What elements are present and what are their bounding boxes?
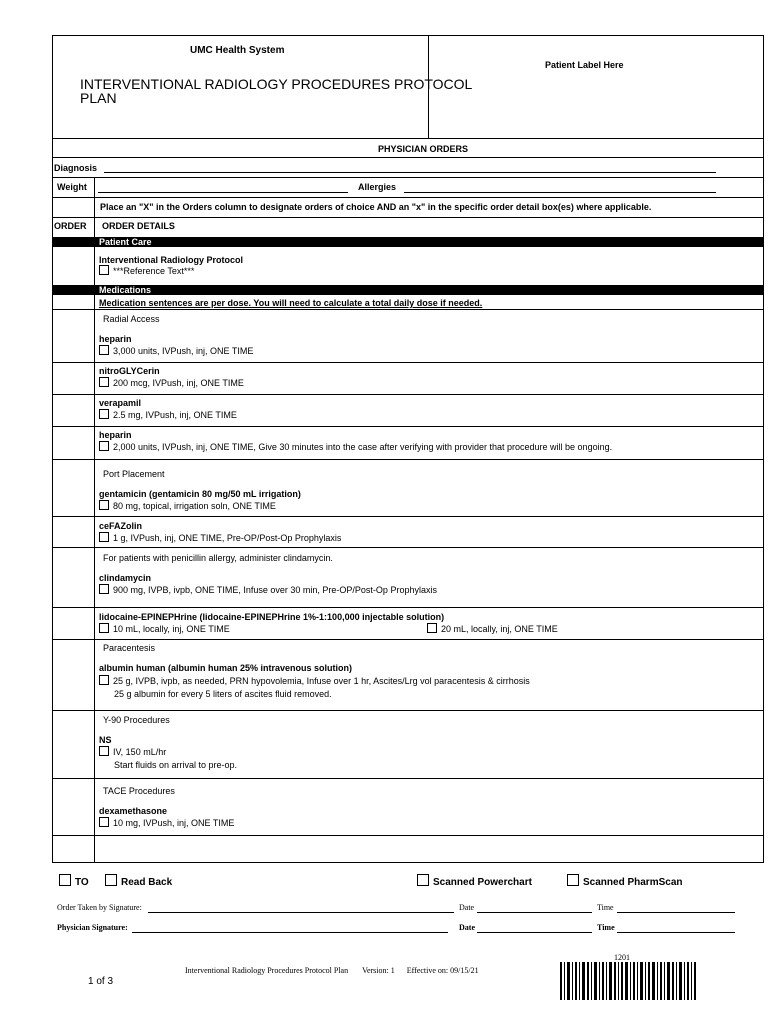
patient-label-area: Patient Label Here [545,60,624,70]
medications-bar [52,285,764,295]
tace-heading: TACE Procedures [103,786,175,796]
option-text: 200 mcg, IVPush, inj, ONE TIME [113,378,244,388]
order-taken-time-label: Time [597,903,614,912]
order-taken-label: Order Taken by Signature: [57,903,142,912]
order-column-divider [94,177,95,863]
albumin-note: 25 g albumin for every 5 liters of ascites fluid removed. [114,689,332,699]
form-number: 1201 [614,953,630,962]
weight-label: Weight [57,182,87,192]
option-text: Read Back [121,877,173,888]
checkbox[interactable] [59,874,71,886]
port-placement-heading: Port Placement [103,469,165,479]
title-line-1: INTERVENTIONAL RADIOLOGY PROCEDURES PROTOCOL [80,76,473,92]
lidocaine-10ml-option[interactable] [99,623,230,635]
radial-access-heading: Radial Access [103,314,160,324]
option-text: 20 mL, locally, inj, ONE TIME [441,624,558,634]
instructions: Place an "X" in the Orders column to designate orders of choice AND an "x" in the specific order detail box(es) where applicable. [100,202,652,212]
heparin-name: heparin [99,334,132,344]
physician-date-field[interactable] [477,932,592,933]
heparin-3000-option[interactable] [99,345,253,357]
gentamicin-name: gentamicin (gentamicin 80 mg/50 mL irrigation) [99,489,301,499]
option-text: 1 g, IVPush, inj, ONE TIME, Pre-OP/Post-Op Prophylaxis [113,533,342,543]
dexamethasone-name: dexamethasone [99,806,168,816]
checkbox[interactable] [99,377,109,387]
checkbox[interactable] [99,500,109,510]
option-text: 80 mg, topical, irrigation soln, ONE TIME [113,501,276,511]
order-taken-time-field[interactable] [617,912,735,913]
patient-care-bar [52,237,764,247]
scanned-pharmscan-option[interactable] [567,874,682,889]
health-system-name: UMC Health System [190,45,285,56]
option-text: 900 mg, IVPB, ivpb, ONE TIME, Infuse over 30 min, Pre-OP/Post-Op Prophylaxis [113,585,437,595]
checkbox[interactable] [99,817,109,827]
checkbox[interactable] [99,409,109,419]
paracentesis-heading: Paracentesis [103,643,156,653]
option-text: Scanned PharmScan [583,877,683,888]
title-line-2: PLAN [80,90,117,106]
verapamil-option[interactable] [99,409,237,421]
clindamycin-option[interactable] [99,584,437,596]
physician-signature-field[interactable] [132,932,448,933]
ns-name: NS [99,735,112,745]
option-text: 10 mL, locally, inj, ONE TIME [113,624,230,634]
allergies-label: Allergies [358,182,397,192]
checkbox[interactable] [99,345,109,355]
order-details-header: ORDER DETAILS [102,221,175,231]
checkbox[interactable] [99,675,109,685]
clindamycin-name: clindamycin [99,573,152,583]
order-taken-date-field[interactable] [477,912,592,913]
dexamethasone-option[interactable] [99,817,234,829]
physician-orders-heading: PHYSICIAN ORDERS [378,144,469,154]
physician-date-label: Date [459,923,475,932]
scanned-powerchart-option[interactable] [417,874,532,889]
medications-heading: Medications [99,285,152,295]
physician-signature-label: Physician Signature: [57,923,128,932]
option-text: 10 mg, IVPush, inj, ONE TIME [113,818,235,828]
checkbox[interactable] [99,584,109,594]
heparin-2-name: heparin [99,430,132,440]
physician-time-field[interactable] [617,932,735,933]
heparin-2000-option[interactable] [99,441,612,453]
option-text: 2.5 mg, IVPush, inj, ONE TIME [113,410,237,420]
checkbox[interactable] [427,623,437,633]
form-version: Version: 1 [362,966,395,975]
weight-field[interactable] [98,192,348,193]
reference-text-option[interactable] [99,265,194,277]
checkbox[interactable] [567,874,579,886]
effective-date: Effective on: 09/15/21 [406,966,479,975]
option-text: TO [75,877,89,888]
nitroglycerin-name: nitroGLYCerin [99,366,160,376]
checkbox[interactable] [99,441,109,451]
lidocaine-name: lidocaine-EPINEPHrine (lidocaine-EPINEPHrine 1%-1:100,000 injectable solution) [99,612,445,622]
checkbox[interactable] [105,874,117,886]
medication-note: Medication sentences are per dose. You will need to calculate a total daily dose if needed. [99,298,483,308]
y90-heading: Y-90 Procedures [103,715,170,725]
to-option[interactable] [59,874,89,889]
cefazolin-name: ceFAZolin [99,521,143,531]
nitroglycerin-option[interactable] [99,377,244,389]
penicillin-allergy-note: For patients with penicillin allergy, administer clindamycin. [103,553,333,563]
read-back-option[interactable] [105,874,172,889]
option-text: 3,000 units, IVPush, inj, ONE TIME [113,346,254,356]
barcode [560,962,696,1000]
form-name: Interventional Radiology Procedures Protocol Plan [185,966,349,975]
ir-protocol-name: Interventional Radiology Protocol [99,255,244,265]
ns-option[interactable] [99,746,166,758]
checkbox[interactable] [99,265,109,275]
checkbox[interactable] [99,532,109,542]
checkbox[interactable] [99,623,109,633]
ns-note: Start fluids on arrival to pre-op. [114,760,238,770]
checkbox[interactable] [99,746,109,756]
cefazolin-option[interactable] [99,532,341,544]
page-number: 1 of 3 [88,976,114,987]
order-taken-date-label: Date [459,903,475,912]
form-title [80,77,472,105]
patient-care-heading: Patient Care [99,237,152,247]
checkbox[interactable] [417,874,429,886]
physician-time-label: Time [597,923,615,932]
gentamicin-option[interactable] [99,500,276,512]
option-text: IV, 150 mL/hr [113,747,167,757]
option-text: 25 g, IVPB, ivpb, as needed, PRN hypovolemia, Infuse over 1 hr, Ascites/Lrg vol paracentesis & cirrhosis [113,676,530,686]
albumin-option[interactable] [99,675,530,687]
verapamil-name: verapamil [99,398,142,408]
option-text: 2,000 units, IVPush, inj, ONE TIME, Give 30 minutes into the case after verifying with provider that procedure will be ongoing. [113,442,613,452]
form-footer-info [185,966,479,975]
diagnosis-label: Diagnosis [54,163,98,173]
order-taken-signature-field[interactable] [148,912,454,913]
order-column-header: ORDER [54,221,87,231]
albumin-name: albumin human (albumin human 25% intravenous solution) [99,663,353,673]
lidocaine-20ml-option[interactable] [427,623,558,635]
option-text: Scanned Powerchart [433,877,532,888]
reference-text: ***Reference Text*** [113,266,195,276]
allergies-field[interactable] [404,192,716,193]
diagnosis-field[interactable] [104,172,716,173]
header-divider [428,35,429,138]
